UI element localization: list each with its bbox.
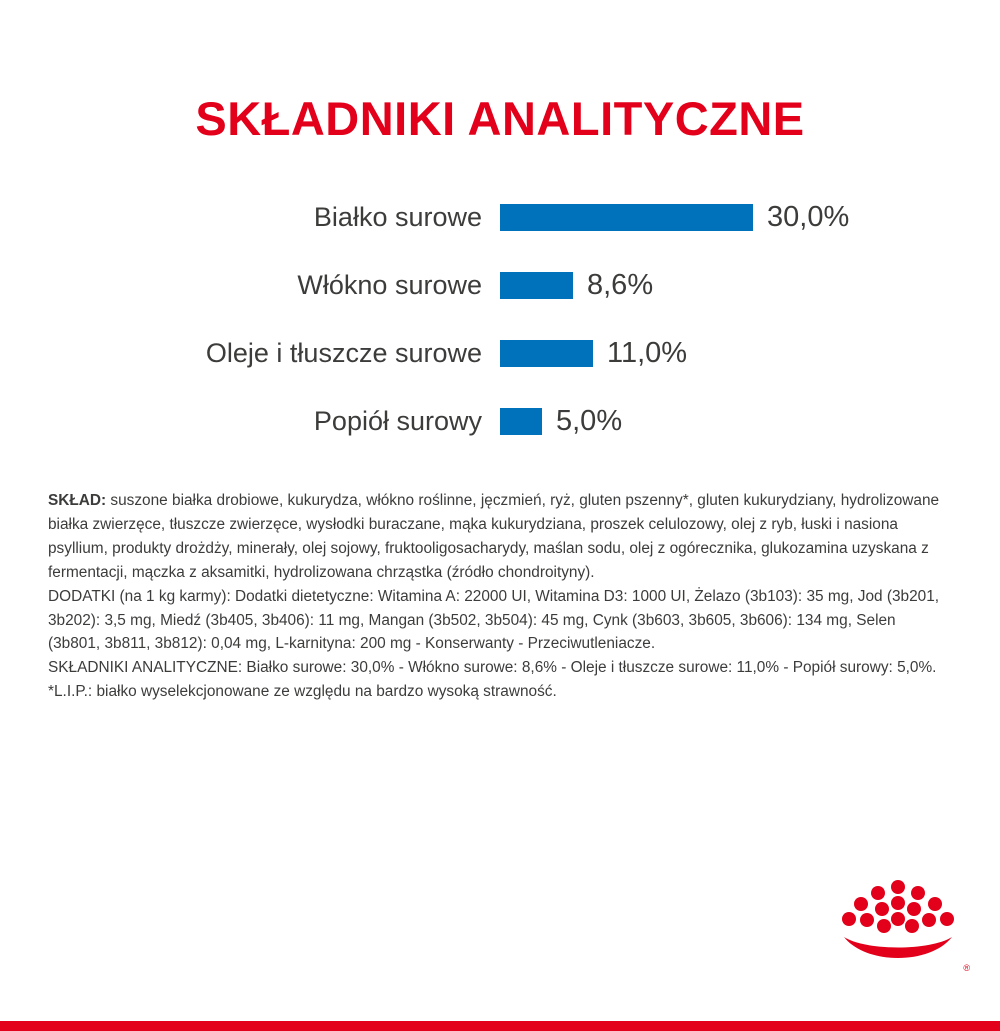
bar-fill	[500, 204, 753, 231]
chart-row	[40, 251, 960, 319]
bar-label: Oleje i tłuszcze surowe	[205, 337, 482, 368]
royal-canin-crown-logo	[838, 879, 958, 971]
bar-label: Białko surowe	[313, 201, 482, 232]
bar-value: 11,0%	[607, 336, 688, 369]
page-title: SKŁADNIKI ANALITYCZNE	[195, 92, 805, 146]
composition-footnote: *L.I.P.: białko wyselekcjonowane ze względu na bardzo wysoką strawność.	[48, 683, 557, 701]
bar-track	[500, 405, 960, 438]
bar-fill	[500, 340, 593, 367]
composition-lead-label: SKŁAD:	[48, 492, 107, 510]
chart-row	[40, 183, 960, 251]
bar-fill	[500, 272, 573, 299]
registered-trademark-mark: ®	[963, 963, 970, 974]
composition-additives: DODATKI (na 1 kg karmy): Dodatki dietetyczne: Witamina A: 22000 UI, Witamina D3: 1000 UI, Żelazo (3b103): 35 mg, Jod (3b201, 3b202): 3,5 mg, Miedź (3b405, 3b406): 11 mg, Mangan (3b502, 3b504): 45 mg, Cynk (3b603, 3b605, 3b606): 134 mg, Selen (3b801, 3b811, 3b812): 0,04 mg, L-karnityna: 200 mg - Konserwanty - Przeciwutleniacze.	[48, 587, 940, 653]
bar-label: Popiół surowy	[313, 405, 482, 436]
composition-analytical: SKŁADNIKI ANALITYCZNE: Białko surowe: 30,0% - Włókno surowe: 8,6% - Oleje i tłuszcze surowe: 11,0% - Popiół surowy: 5,0%.	[48, 659, 937, 677]
bar-fill	[500, 408, 542, 435]
bar-value: 30,0%	[767, 200, 850, 233]
bar-value: 8,6%	[587, 268, 654, 301]
chart-row	[40, 387, 960, 455]
bottom-accent-bar	[0, 1021, 1000, 1031]
chart-row	[40, 319, 960, 387]
analytical-constituents-chart	[0, 183, 1000, 455]
bar-label: Włókno surowe	[297, 269, 482, 300]
composition-ingredients	[48, 489, 952, 585]
composition-ingredients-text: suszone białka drobiowe, kukurydza, włókno roślinne, jęczmień, ryż, gluten pszenny*, gluten kukurydziany, hydrolizowane białka zwierzęce, tłuszcze zwierzęce, wysłodki buraczane, mąka kukurydziana, proszek celulozowy, olej z ryb, łuski i nasiona psyllium, produkty drożdży, minerały, olej sojowy, fruktooligosacharydy, maślan sodu, olej z ogórecznika, glukozamina uzyskana z fermentacji, mączka z aksamitki, hydrolizowana chrząstka (źródło chondroityny).	[48, 492, 940, 581]
nutrition-label-page	[0, 31, 1000, 1031]
bar-track	[500, 201, 960, 234]
composition-block	[48, 489, 952, 704]
bar-track	[500, 337, 960, 370]
bar-track	[500, 269, 960, 302]
bar-value: 5,0%	[556, 404, 623, 437]
